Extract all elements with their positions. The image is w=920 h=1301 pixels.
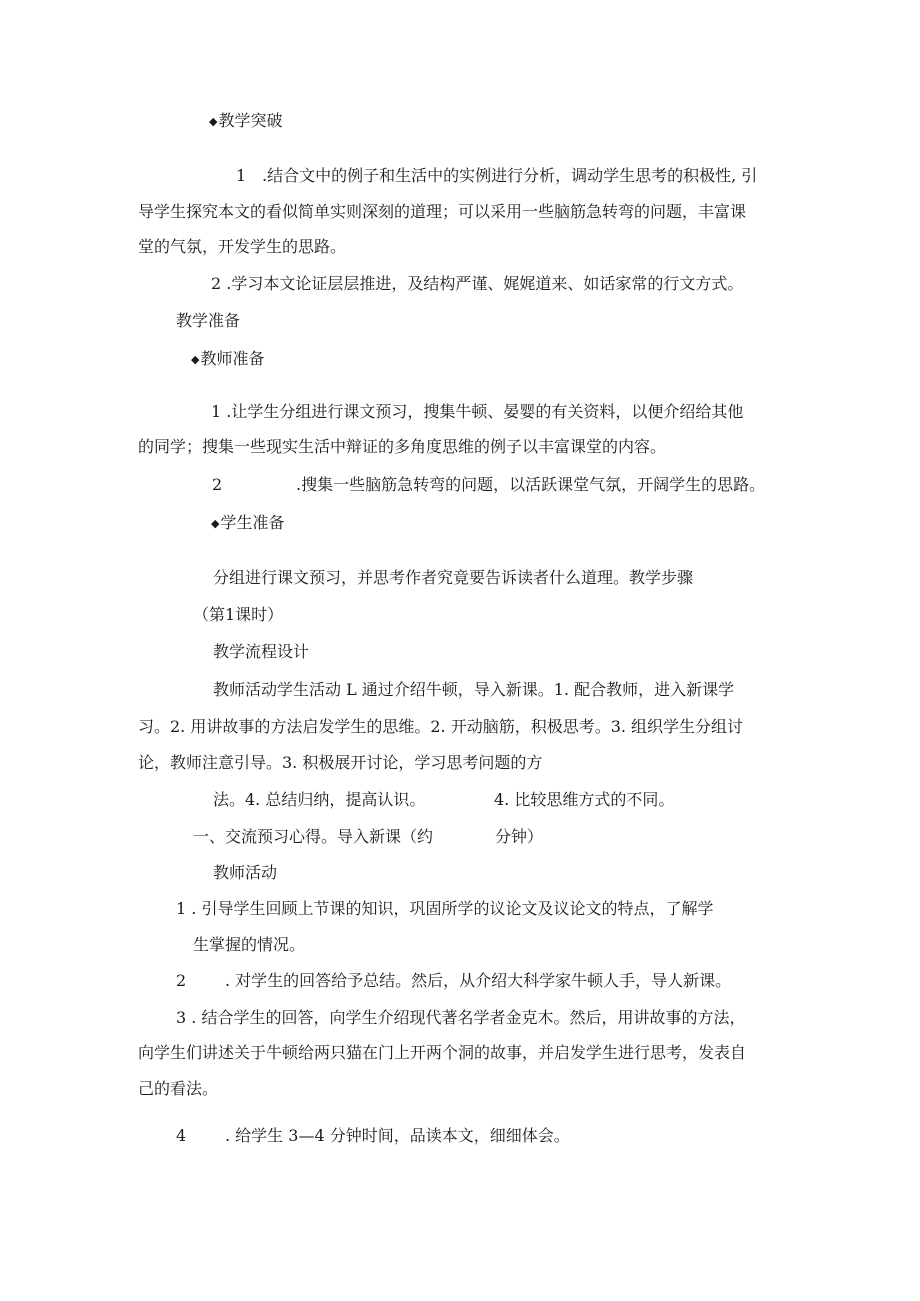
flow-line3: 论，教师注意引导。3. 积极展开讨论，学习思考问题的方: [138, 753, 543, 772]
teacher-prep-item2: .搜集一些脑筋急转弯的问题，以活跃课堂气氛，开阔学生的思路。: [296, 475, 766, 494]
activity-item1-line2: 生掌握的情况。: [193, 935, 306, 954]
activity-item3-line2: 向学生们讲述关于牛顿给两只猫在门上开两个洞的故事，并启发学生进行思考，发表自: [138, 1043, 747, 1062]
activity-item3-line3: 己的看法。: [138, 1079, 219, 1098]
breakthrough-item1-line3: 堂的气氛，开发学生的思路。: [138, 237, 347, 256]
teacher-prep-item1-line2: 的同学；搜集一些现实生活中辩证的多角度思维的例子以丰富课堂的内容。: [138, 437, 667, 456]
teacher-prep-item2-number: 2: [212, 475, 223, 494]
lesson-label: （第1课时）: [193, 605, 284, 624]
heading-teaching-flow: 教学流程设计: [213, 642, 310, 661]
flow-line2: 习。2. 用讲故事的方法启发学生的思维。2. 开动脑筋，积极思考。3. 组织学生分组讨: [138, 717, 744, 736]
heading-teaching-prep: 教学准备: [176, 311, 241, 330]
breakthrough-item2: 2 .学习本文论证层层推进，及结构严谨、娓娓道来、如话家常的行文方式。: [211, 274, 744, 293]
diamond-bullet-icon: ◆: [191, 353, 200, 366]
breakthrough-item1-number: 1: [236, 166, 247, 185]
breakthrough-item1-line2: 导学生探究本文的看似简单实则深刻的道理；可以采用一些脑筋急转弯的问题，丰富课: [138, 202, 747, 221]
diamond-bullet-icon: ◆: [209, 115, 218, 128]
heading-student-prep: ◆学生准备: [211, 513, 285, 532]
teacher-prep-item1-line1: 1 .让学生分组进行课文预习，搜集牛顿、晏婴的有关资料，以便介绍给其他: [211, 402, 744, 421]
heading-teacher-activity: 教师活动: [213, 863, 278, 882]
activity-item4-number: 4: [176, 1126, 187, 1145]
section1-title-end: 分钟）: [495, 827, 544, 846]
breakthrough-item1-line1: .结合文中的例子和生活中的实例进行分析，调动学生思考的积极性, 引: [262, 166, 758, 185]
diamond-bullet-icon: ◆: [211, 517, 220, 530]
flow-line4-left: 法。4. 总结归纳，提高认识。: [213, 790, 426, 809]
activity-item4: . 给学生 3—4 分钟时间，品读本文，细细体会。: [225, 1126, 570, 1145]
heading-teacher-prep: ◆教师准备: [191, 349, 265, 368]
activity-item3-line1: 3 . 结合学生的回答，向学生介绍现代著名学者金克木。然后，用讲故事的方法，: [176, 1008, 746, 1027]
activity-item2-number: 2: [176, 971, 187, 990]
section1-title: 一、交流预习心得。导入新课（约: [193, 827, 434, 846]
activity-item1-line1: 1 . 引导学生回顾上节课的知识，巩固所学的议论文及议论文的特点，了解学: [176, 899, 714, 918]
student-prep-text: 分组进行课文预习，并思考作者究竟要告诉读者什么道理。教学步骤: [213, 568, 694, 587]
flow-line4-right: 4. 比较思维方式的不同。: [494, 790, 675, 809]
heading-teaching-breakthrough: ◆教学突破: [209, 111, 283, 130]
flow-line1: 教师活动学生活动 L 通过介绍牛顿，导入新课。1. 配合教师，进入新课学: [213, 680, 735, 699]
activity-item2: . 对学生的回答给予总结。然后，从介绍大科学家牛顿人手，导人新课。: [225, 971, 732, 990]
